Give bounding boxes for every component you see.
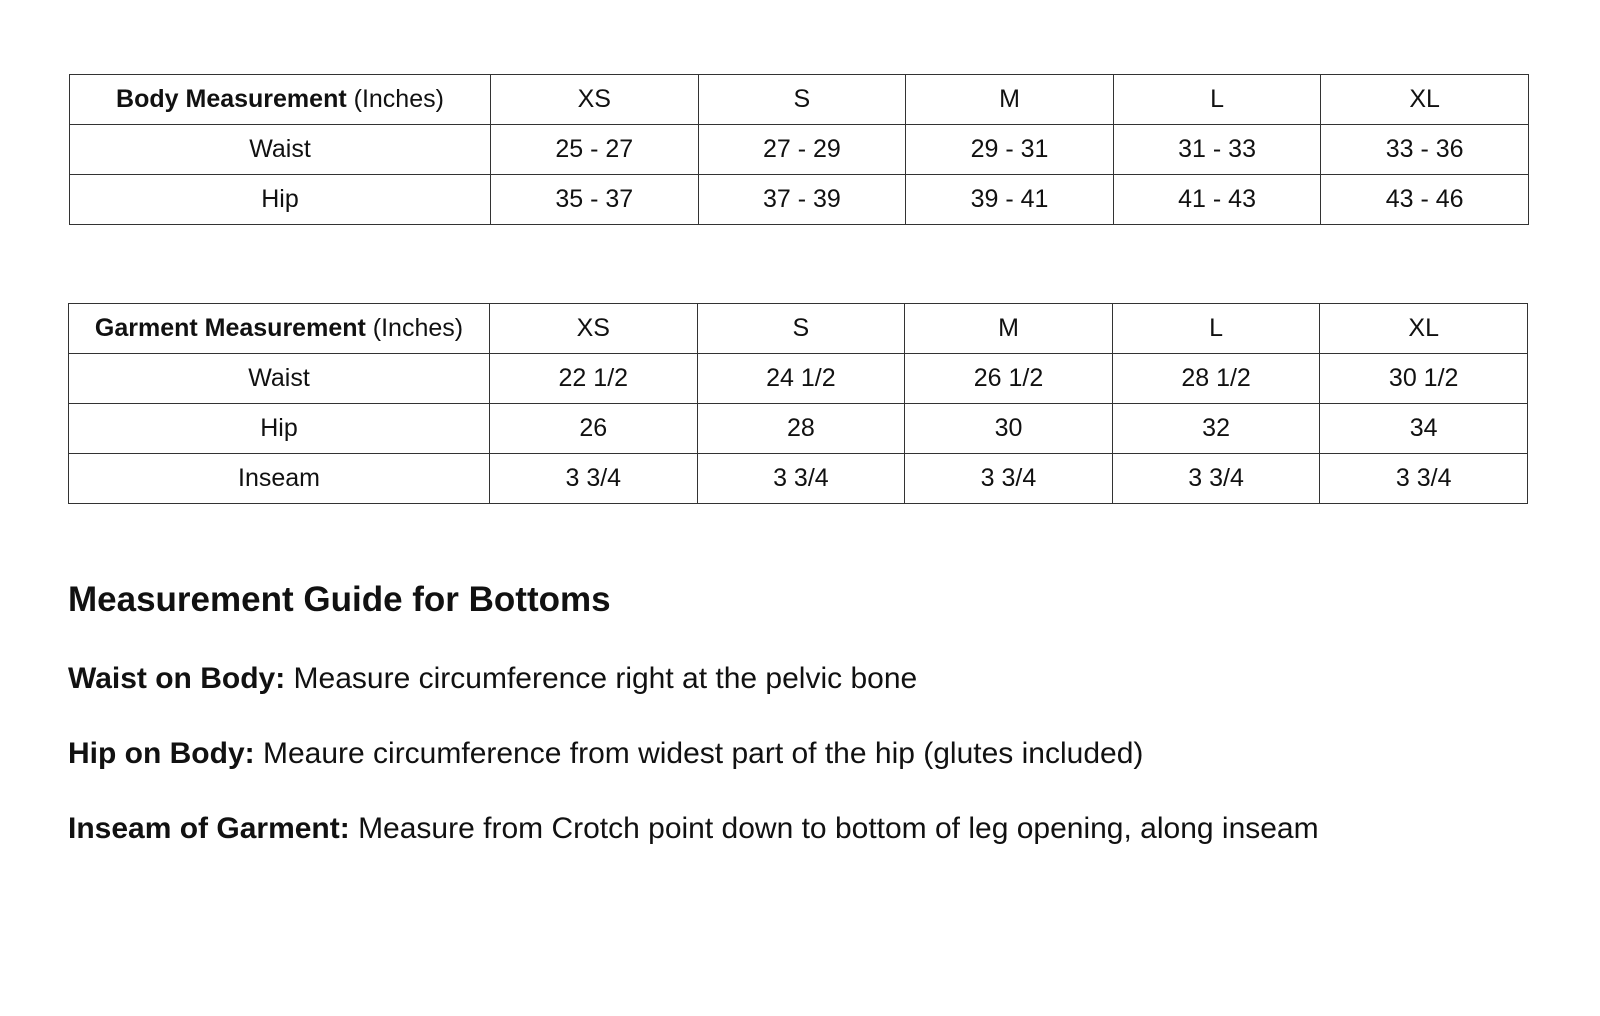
table-cell: 3 3/4 — [905, 454, 1113, 504]
table-cell: 30 1/2 — [1320, 354, 1528, 404]
header-label-unit: (Inches) — [346, 85, 444, 113]
table-row — [70, 175, 1529, 225]
body-measurement-table — [69, 74, 1529, 225]
row-label: Hip — [69, 404, 490, 454]
table-cell: 3 3/4 — [1320, 454, 1528, 504]
table-cell: 28 — [697, 404, 905, 454]
table-cell: 22 1/2 — [490, 354, 698, 404]
size-header-m: M — [906, 75, 1114, 125]
table-cell: 24 1/2 — [697, 354, 905, 404]
table-cell: 41 - 43 — [1113, 175, 1321, 225]
table-cell: 39 - 41 — [906, 175, 1114, 225]
size-header-xl: XL — [1320, 304, 1528, 354]
size-header-l: L — [1113, 75, 1321, 125]
table-cell: 32 — [1112, 404, 1320, 454]
table-cell: 34 — [1320, 404, 1528, 454]
guide-item-inseam — [68, 812, 1319, 846]
header-label-bold: Garment Measurement — [94, 314, 366, 342]
table-cell: 35 - 37 — [491, 175, 699, 225]
table-row — [69, 454, 1528, 504]
table-cell: 25 - 27 — [491, 125, 699, 175]
table-cell: 30 — [905, 404, 1113, 454]
size-header-l: L — [1112, 304, 1320, 354]
guide-term: Inseam of Garment: — [68, 812, 350, 845]
table-row — [69, 404, 1528, 454]
table-cell: 43 - 46 — [1321, 175, 1529, 225]
table-row — [70, 125, 1529, 175]
table-cell: 3 3/4 — [1112, 454, 1320, 504]
header-label-cell — [70, 75, 491, 125]
size-header-xs: XS — [491, 75, 699, 125]
table-cell: 31 - 33 — [1113, 125, 1321, 175]
guide-text: Measure from Crotch point down to bottom of leg opening, along inseam — [349, 812, 1319, 845]
garment-measurement-table — [68, 303, 1528, 504]
table-row — [69, 354, 1528, 404]
size-header-m: M — [905, 304, 1113, 354]
row-label: Hip — [70, 175, 491, 225]
table-cell: 33 - 36 — [1321, 125, 1529, 175]
header-label-unit: (Inches) — [365, 314, 464, 342]
guide-term: Hip on Body: — [68, 737, 255, 770]
table-cell: 27 - 29 — [698, 125, 906, 175]
row-label: Inseam — [69, 454, 490, 504]
table-header-row — [70, 75, 1529, 125]
table-cell: 37 - 39 — [698, 175, 906, 225]
header-label-cell — [69, 304, 490, 354]
row-label: Waist — [70, 125, 491, 175]
size-header-xl: XL — [1321, 75, 1529, 125]
header-label-bold: Body Measurement — [116, 85, 347, 113]
table-header-row — [69, 304, 1528, 354]
table-cell: 26 — [490, 404, 698, 454]
size-header-s: S — [697, 304, 905, 354]
table-cell: 3 3/4 — [490, 454, 698, 504]
table-cell: 29 - 31 — [906, 125, 1114, 175]
guide-text: Measure circumference right at the pelvic bone — [285, 662, 918, 695]
size-header-xs: XS — [490, 304, 698, 354]
size-header-s: S — [698, 75, 906, 125]
guide-item-hip — [68, 737, 1143, 771]
table-cell: 28 1/2 — [1112, 354, 1320, 404]
table-cell: 3 3/4 — [697, 454, 905, 504]
guide-term: Waist on Body: — [68, 662, 286, 695]
guide-item-waist — [68, 662, 917, 696]
row-label: Waist — [69, 354, 490, 404]
guide-text: Meaure circumference from widest part of the hip (glutes included) — [254, 737, 1144, 770]
table-cell: 26 1/2 — [905, 354, 1113, 404]
guide-title: Measurement Guide for Bottoms — [68, 580, 611, 619]
